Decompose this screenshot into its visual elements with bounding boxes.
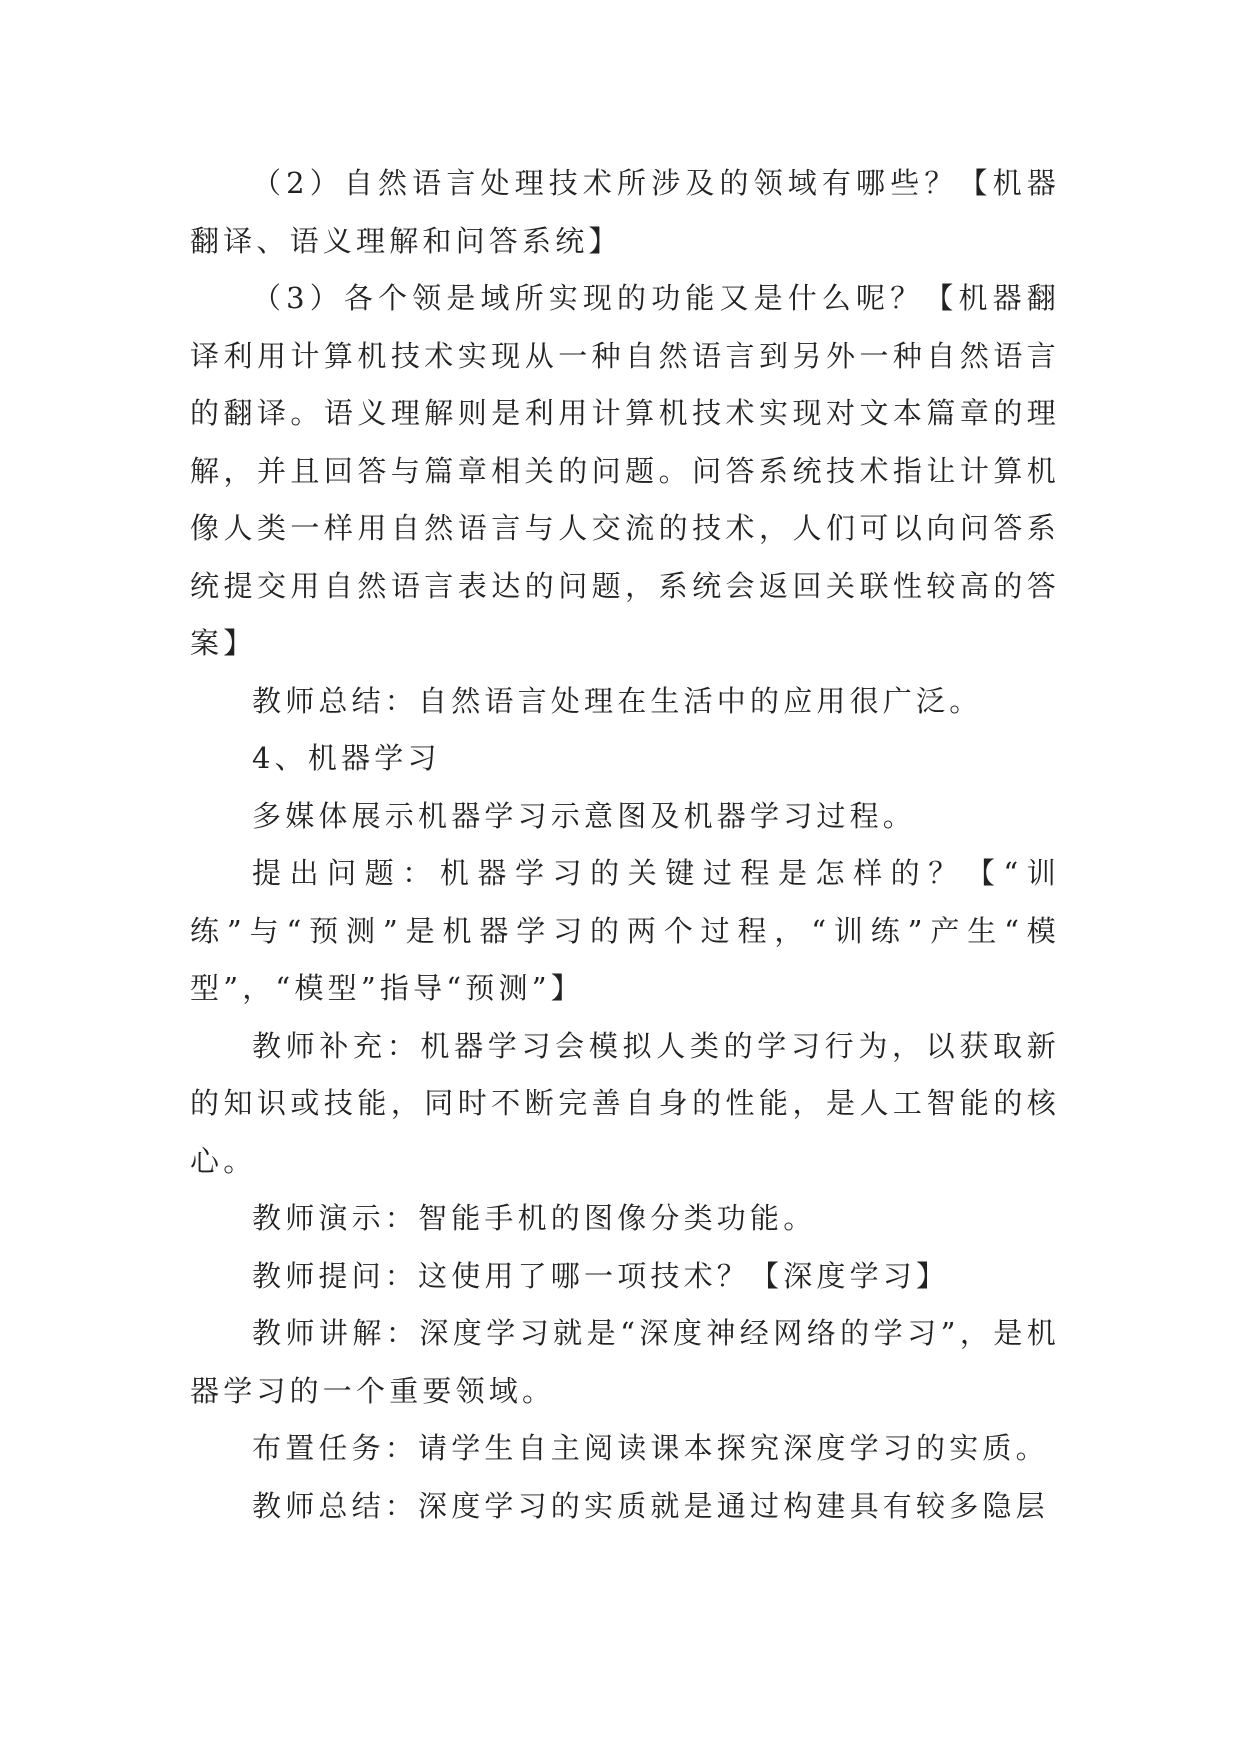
- paragraph-teacher-explanation: 教师讲解：深度学习就是“深度神经网络的学习”，是机器学习的一个重要领域。: [190, 1316, 1060, 1408]
- paragraph-question-2: （2）自然语言处理技术所涉及的领域有哪些？【机器翻译、语义理解和问答系统】: [190, 166, 1060, 258]
- paragraph-teacher-summary-deep-learning: 教师总结：深度学习的实质就是通过构建具有较多隐层: [252, 1488, 1049, 1523]
- paragraph-teacher-summary-nlp: 教师总结：自然语言处理在生活中的应用很广泛。: [252, 683, 983, 718]
- paragraph-teacher-demo: 教师演示：智能手机的图像分类功能。: [252, 1201, 817, 1235]
- paragraph-question-3: （3）各个领是域所实现的功能又是什么呢？【机器翻译利用计算机技术实现从一种自然语言到另外一种自然语言的翻译。语义理解则是利用计算机技术实现对文本篇章的理解，并且回答与篇章相关的问题。问答系统技术指让计算机像人类一样用自然语言与人交流的技术，人们可以向问答系统提交用自然语言表达的问题，系统会返回关联性较高的答案】: [190, 281, 1060, 660]
- section-heading-machine-learning: 4、机器学习: [252, 741, 441, 775]
- document-body: [190, 155, 1060, 1535]
- paragraph-teacher-question: 教师提问：这使用了哪一项技术？【深度学习】: [252, 1258, 950, 1293]
- paragraph-assign-task: 布置任务：请学生自主阅读课本探究深度学习的实质。: [252, 1431, 1049, 1465]
- paragraph-teacher-supplement: 教师补充：机器学习会模拟人类的学习行为，以获取新的知识或技能，同时不断完善自身的性能，是人工智能的核心。: [190, 1028, 1060, 1178]
- paragraph-raise-question: 提出问题：机器学习的关键过程是怎样的？【“训练”与“预测”是机器学习的两个过程，“训练”产生“模型”，“模型”指导“预测”】: [190, 856, 1060, 1005]
- paragraph-multimedia-display: 多媒体展示机器学习示意图及机器学习过程。: [252, 798, 917, 833]
